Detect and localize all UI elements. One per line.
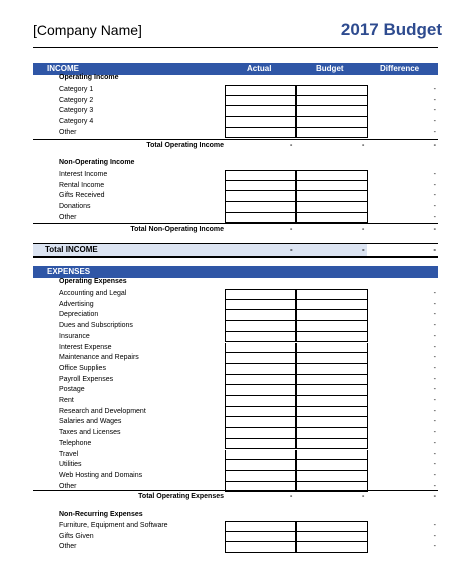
budget-input-cell[interactable] bbox=[296, 106, 368, 117]
line-item-label: Telephone bbox=[59, 439, 92, 447]
budget-input-cell[interactable] bbox=[296, 332, 368, 343]
budget-input-cell[interactable] bbox=[296, 439, 368, 450]
line-item-row bbox=[33, 117, 438, 128]
line-item-label: Maintenance and Repairs bbox=[59, 354, 139, 362]
actual-input-cell[interactable] bbox=[225, 407, 296, 418]
line-item-label: Category 1 bbox=[59, 86, 94, 93]
line-item-row bbox=[33, 417, 438, 428]
subtotal-budget: - bbox=[362, 141, 365, 149]
actual-input-cell[interactable] bbox=[225, 343, 296, 354]
budget-input-cell[interactable] bbox=[296, 396, 368, 407]
difference-value: - bbox=[433, 386, 436, 394]
line-item-label: Interest Income bbox=[59, 171, 108, 178]
actual-input-cell[interactable] bbox=[225, 417, 296, 428]
line-item-row bbox=[33, 181, 438, 192]
line-item-row bbox=[33, 191, 438, 202]
difference-value: - bbox=[433, 522, 436, 529]
total-income-actual: - bbox=[290, 245, 293, 254]
budget-input-cell[interactable] bbox=[296, 117, 368, 128]
actual-input-cell[interactable] bbox=[225, 170, 296, 181]
line-item-label: Depreciation bbox=[59, 311, 99, 319]
actual-input-cell[interactable] bbox=[225, 332, 296, 343]
line-item-row bbox=[33, 170, 438, 181]
col-actual: Actual bbox=[247, 64, 272, 73]
line-item-row bbox=[33, 85, 438, 96]
col-budget: Budget bbox=[316, 64, 344, 73]
difference-value: - bbox=[433, 192, 436, 200]
line-item-label: Utilities bbox=[59, 461, 82, 469]
subtotal-actual: - bbox=[290, 226, 293, 233]
subtotal-label: Total Non-Operating Income bbox=[130, 226, 224, 233]
line-item-row bbox=[33, 343, 438, 354]
line-item-row bbox=[33, 353, 438, 364]
actual-input-cell[interactable] bbox=[225, 471, 296, 482]
line-item-row bbox=[33, 106, 438, 117]
actual-input-cell[interactable] bbox=[225, 439, 296, 450]
actual-input-cell[interactable] bbox=[225, 300, 296, 311]
company-name: [Company Name] bbox=[33, 22, 142, 38]
budget-input-cell[interactable] bbox=[296, 353, 368, 364]
actual-input-cell[interactable] bbox=[225, 321, 296, 332]
actual-input-cell[interactable] bbox=[225, 542, 296, 553]
line-item-label: Web Hosting and Domains bbox=[59, 471, 143, 479]
line-item-label: Taxes and Licenses bbox=[59, 429, 121, 437]
difference-value: - bbox=[433, 181, 436, 189]
subtotal-budget: - bbox=[362, 492, 365, 500]
line-item-row bbox=[33, 471, 438, 482]
actual-input-cell[interactable] bbox=[225, 96, 296, 107]
line-item-label: Category 3 bbox=[59, 107, 94, 115]
line-item-row bbox=[33, 300, 438, 311]
actual-input-cell[interactable] bbox=[225, 310, 296, 321]
actual-input-cell[interactable] bbox=[225, 181, 296, 192]
line-item-row bbox=[33, 460, 438, 471]
header-rule bbox=[33, 47, 438, 48]
line-item-row bbox=[33, 364, 438, 375]
line-item-label: Furniture, Equipment and Software bbox=[59, 522, 168, 529]
line-item-row bbox=[33, 396, 438, 407]
line-item-row bbox=[33, 521, 438, 532]
line-item-row bbox=[33, 321, 438, 332]
budget-input-cell[interactable] bbox=[296, 289, 368, 300]
budget-input-cell[interactable] bbox=[296, 428, 368, 439]
difference-value: - bbox=[433, 461, 436, 469]
operating-expenses-heading: Operating Expenses bbox=[59, 278, 127, 285]
total-income-label: Total INCOME bbox=[45, 245, 98, 254]
budget-input-cell[interactable] bbox=[296, 542, 368, 553]
line-item-row bbox=[33, 428, 438, 439]
actual-input-cell[interactable] bbox=[225, 428, 296, 439]
actual-input-cell[interactable] bbox=[225, 364, 296, 375]
subtotal-difference: - bbox=[433, 492, 436, 500]
line-item-label: Gifts Received bbox=[59, 192, 105, 200]
budget-input-cell[interactable] bbox=[296, 181, 368, 192]
subtotal-difference: - bbox=[433, 226, 436, 233]
difference-value: - bbox=[433, 407, 436, 415]
budget-input-cell[interactable] bbox=[296, 407, 368, 418]
difference-value: - bbox=[433, 203, 436, 211]
actual-input-cell[interactable] bbox=[225, 396, 296, 407]
line-item-row bbox=[33, 213, 438, 224]
difference-value: - bbox=[433, 354, 436, 362]
subtotal-difference: - bbox=[433, 141, 436, 149]
actual-input-cell[interactable] bbox=[225, 521, 296, 532]
line-item-label: Other bbox=[59, 213, 77, 221]
total-income-difference: - bbox=[433, 245, 436, 254]
expenses-label: EXPENSES bbox=[47, 267, 91, 276]
line-item-row bbox=[33, 96, 438, 107]
line-item-row bbox=[33, 289, 438, 300]
actual-input-cell[interactable] bbox=[225, 213, 296, 224]
difference-value: - bbox=[433, 429, 436, 437]
budget-input-cell[interactable] bbox=[296, 96, 368, 107]
difference-value: - bbox=[433, 364, 436, 372]
difference-value: - bbox=[433, 171, 436, 178]
budget-input-cell[interactable] bbox=[296, 213, 368, 224]
difference-value: - bbox=[433, 332, 436, 340]
actual-input-cell[interactable] bbox=[225, 353, 296, 364]
operating-income-heading: Operating Income bbox=[59, 74, 119, 81]
total-income-row bbox=[33, 243, 438, 258]
budget-input-cell[interactable] bbox=[296, 450, 368, 461]
budget-input-cell[interactable] bbox=[296, 364, 368, 375]
subtotal-actual: - bbox=[290, 141, 293, 149]
line-item-label: Travel bbox=[59, 450, 79, 458]
line-item-label: Postage bbox=[59, 386, 85, 394]
line-item-row bbox=[33, 385, 438, 396]
subtotal-actual: - bbox=[290, 492, 293, 500]
actual-input-cell[interactable] bbox=[225, 202, 296, 213]
non-operating-income-heading: Non-Operating Income bbox=[59, 159, 135, 166]
difference-value: - bbox=[433, 397, 436, 404]
actual-input-cell[interactable] bbox=[225, 375, 296, 386]
actual-input-cell[interactable] bbox=[225, 385, 296, 396]
line-item-row bbox=[33, 450, 438, 461]
budget-input-cell[interactable] bbox=[296, 343, 368, 354]
difference-value: - bbox=[433, 471, 436, 479]
budget-input-cell[interactable] bbox=[296, 85, 368, 96]
difference-value: - bbox=[433, 118, 436, 126]
actual-input-cell[interactable] bbox=[225, 128, 296, 139]
budget-input-cell[interactable] bbox=[296, 471, 368, 482]
difference-value: - bbox=[433, 375, 436, 383]
total-income-budget: - bbox=[362, 245, 365, 254]
difference-value: - bbox=[433, 532, 436, 540]
difference-value: - bbox=[433, 322, 436, 330]
line-item-label: Office Supplies bbox=[59, 364, 106, 372]
budget-input-cell[interactable] bbox=[296, 202, 368, 213]
line-item-label: Salaries and Wages bbox=[59, 418, 122, 426]
line-item-row bbox=[33, 332, 438, 343]
line-item-label: Rental Income bbox=[59, 181, 105, 189]
actual-input-cell[interactable] bbox=[225, 289, 296, 300]
budget-input-cell[interactable] bbox=[296, 521, 368, 532]
line-item-row bbox=[33, 542, 438, 553]
line-item-label: Category 2 bbox=[59, 96, 94, 104]
difference-value: - bbox=[433, 343, 436, 351]
line-item-label: Accounting and Legal bbox=[59, 290, 127, 297]
difference-value: - bbox=[433, 96, 436, 104]
subtotal-row bbox=[33, 490, 438, 502]
difference-value: - bbox=[433, 311, 436, 319]
budget-input-cell[interactable] bbox=[296, 128, 368, 139]
line-item-label: Other bbox=[59, 128, 77, 136]
actual-input-cell[interactable] bbox=[225, 117, 296, 128]
budget-input-cell[interactable] bbox=[296, 191, 368, 202]
actual-input-cell[interactable] bbox=[225, 85, 296, 96]
actual-input-cell[interactable] bbox=[225, 191, 296, 202]
line-item-label: Other bbox=[59, 543, 77, 551]
line-item-row bbox=[33, 310, 438, 321]
line-item-label: Insurance bbox=[59, 332, 90, 340]
line-item-label: Payroll Expenses bbox=[59, 375, 114, 383]
budget-title: 2017 Budget bbox=[340, 20, 442, 39]
difference-value: - bbox=[433, 300, 436, 308]
budget-input-cell[interactable] bbox=[296, 310, 368, 321]
line-item-row bbox=[33, 375, 438, 386]
line-item-label: Research and Development bbox=[59, 407, 146, 415]
expenses-header-band bbox=[33, 266, 438, 278]
budget-input-cell[interactable] bbox=[296, 532, 368, 543]
budget-input-cell[interactable] bbox=[296, 170, 368, 181]
difference-value: - bbox=[433, 439, 436, 447]
budget-input-cell[interactable] bbox=[296, 321, 368, 332]
actual-input-cell[interactable] bbox=[225, 106, 296, 117]
col-difference: Difference bbox=[380, 64, 420, 73]
budget-input-cell[interactable] bbox=[296, 300, 368, 311]
budget-input-cell[interactable] bbox=[296, 375, 368, 386]
line-item-label: Category 4 bbox=[59, 118, 94, 126]
line-item-label: Dues and Subscriptions bbox=[59, 322, 133, 330]
difference-value: - bbox=[433, 86, 436, 93]
subtotal-label: Total Operating Income bbox=[146, 141, 224, 149]
difference-value: - bbox=[433, 543, 436, 551]
line-item-row bbox=[33, 128, 438, 139]
difference-value: - bbox=[433, 418, 436, 426]
line-item-row bbox=[33, 202, 438, 213]
difference-value: - bbox=[433, 128, 436, 136]
line-item-row bbox=[33, 532, 438, 543]
line-item-label: Other bbox=[59, 482, 77, 490]
subtotal-budget: - bbox=[362, 226, 365, 233]
budget-input-cell[interactable] bbox=[296, 417, 368, 428]
line-item-row bbox=[33, 439, 438, 450]
subtotal-label: Total Operating Expenses bbox=[138, 492, 224, 500]
actual-input-cell[interactable] bbox=[225, 450, 296, 461]
difference-value: - bbox=[433, 450, 436, 458]
difference-value: - bbox=[433, 482, 436, 490]
line-item-label: Rent bbox=[59, 397, 74, 404]
budget-input-cell[interactable] bbox=[296, 385, 368, 396]
difference-value: - bbox=[433, 107, 436, 115]
line-item-label: Donations bbox=[59, 203, 91, 211]
budget-input-cell[interactable] bbox=[296, 460, 368, 471]
non-recurring-expenses-heading: Non-Recurring Expenses bbox=[59, 511, 143, 518]
line-item-label: Interest Expense bbox=[59, 343, 112, 351]
subtotal-row bbox=[33, 223, 438, 235]
line-item-label: Advertising bbox=[59, 300, 94, 308]
actual-input-cell[interactable] bbox=[225, 460, 296, 471]
income-label: INCOME bbox=[47, 64, 79, 73]
line-item-row bbox=[33, 407, 438, 418]
difference-value: - bbox=[433, 290, 436, 297]
line-item-label: Gifts Given bbox=[59, 532, 94, 540]
difference-value: - bbox=[433, 213, 436, 221]
subtotal-row bbox=[33, 139, 438, 151]
actual-input-cell[interactable] bbox=[225, 532, 296, 543]
